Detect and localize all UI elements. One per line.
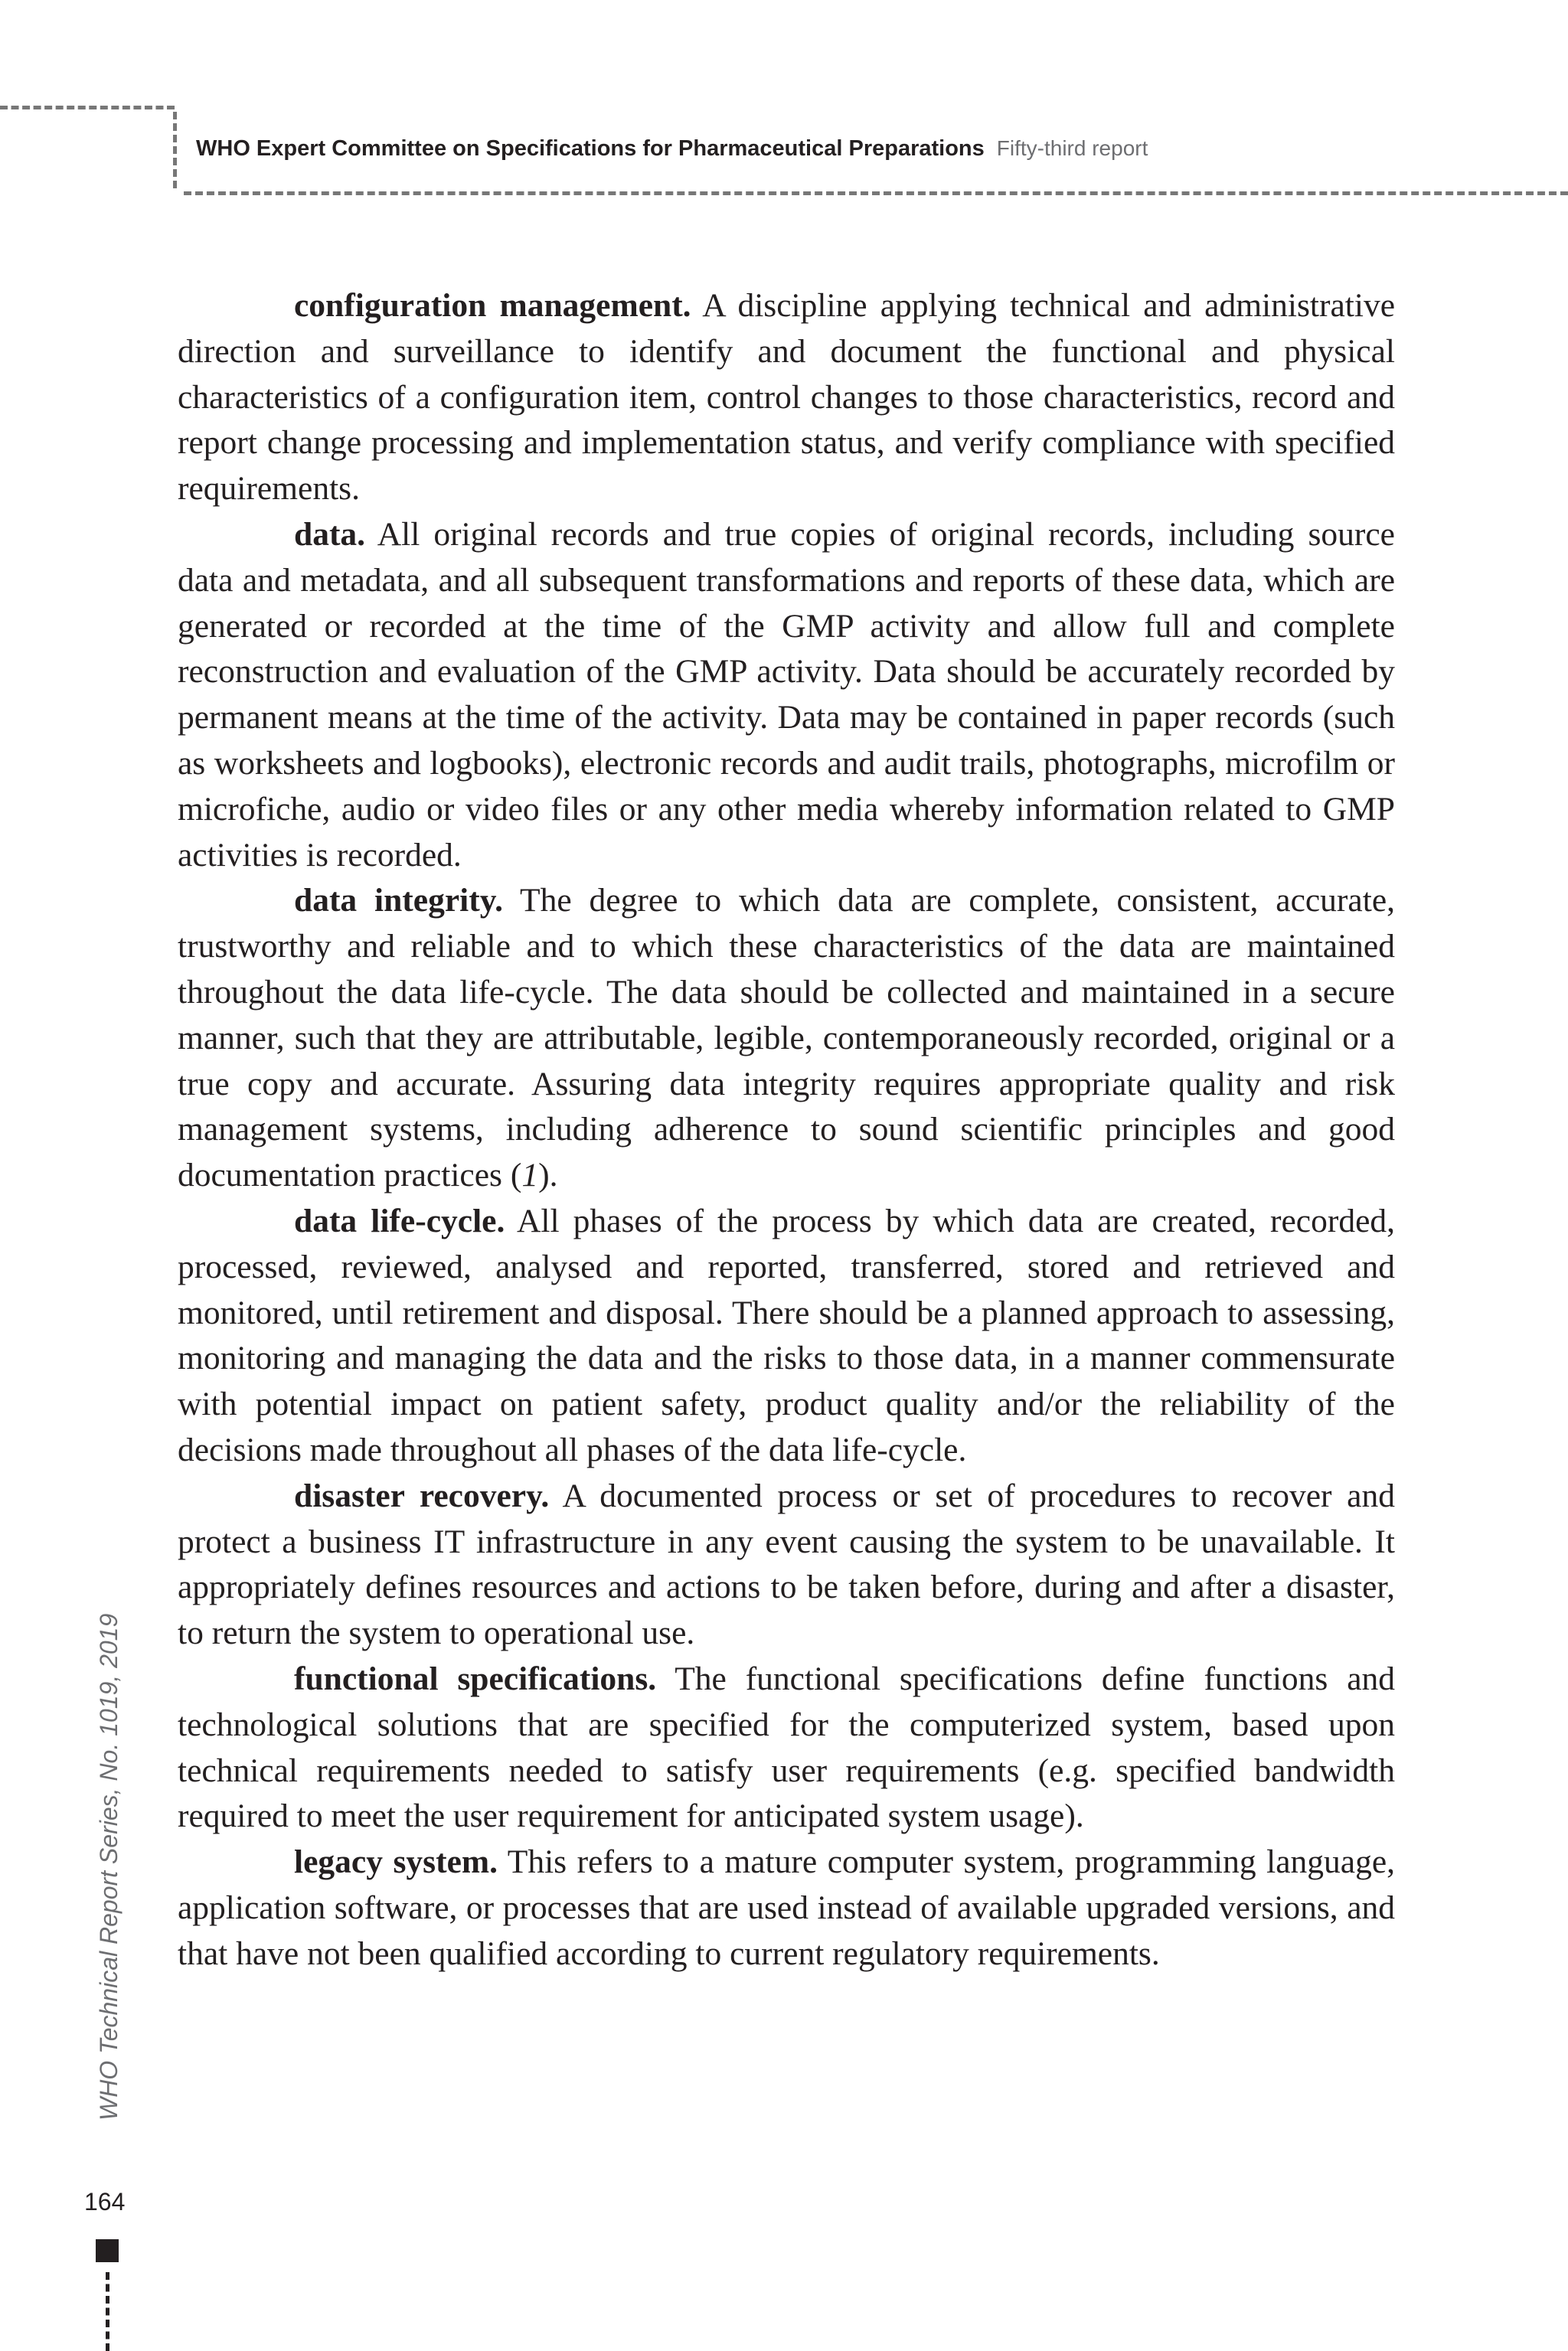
header-rule-top bbox=[0, 106, 175, 109]
page-marker-rule bbox=[106, 2272, 109, 2351]
glossary bbox=[178, 283, 1395, 1977]
header-report: Fifty-third report bbox=[996, 136, 1148, 160]
glossary-term: configuration management. bbox=[294, 287, 691, 324]
glossary-term: disaster recovery. bbox=[294, 1477, 550, 1514]
glossary-definition: A discipline applying technical and administrative direction and surveillance to identify and document the functional and physical characteristics of a configuration item, control changes to those characteristics, record and report change processing and implementation status, and verify compliance with specified requirements. bbox=[178, 287, 1396, 508]
glossary-definition: All phases of the process by which data are created, recorded, processed, reviewed, analysed and reported, transferred, stored and retrieved and monitored, until retirement and disposal. There should be a planned approach to assessing, monitoring and managing the data and the risks to those data, in a manner commensurate with potential impact on patient safety, product quality and/or the reliability of the decisions made throughout all phases of the data life-cycle. bbox=[178, 1202, 1395, 1468]
glossary-term: data life-cycle. bbox=[294, 1202, 505, 1239]
page-number: 164 bbox=[84, 2188, 126, 2215]
glossary-term: data integrity. bbox=[294, 882, 503, 919]
header-rule-bottom bbox=[184, 191, 1568, 195]
series-title: WHO Technical Report Series, No. 1019, 2019 bbox=[95, 1613, 122, 2121]
glossary-entry bbox=[178, 1199, 1395, 1474]
glossary-definition: A documented process or set of procedures to recover and protect a business IT infrastructure in any event causing the system to be unavailable. It appropriately defines resources and actions to be taken before, during and after a disaster, to return the system to operational use. bbox=[178, 1477, 1395, 1652]
glossary-entry bbox=[178, 1840, 1395, 1977]
header-committee: WHO Expert Committee on Specifications for Pharmaceutical Preparations bbox=[196, 136, 985, 161]
glossary-definition: This refers to a mature computer system, programming language, application software, or processes that are used instead of available upgraded versions, and that have not been qualified according to current regulatory requirements. bbox=[178, 1843, 1395, 1972]
glossary-definition: All original records and true copies of original records, including source data and metadata, and all subsequent transformations and reports of these data, which are generated or recorded at the time of the GMP activity and allow full and complete reconstruction and evaluation of the GMP activity. Data should be accurately recorded by permanent means at the time of the activity. Data may be contained in paper records (such as worksheets and logbooks), electronic records and audit trails, photographs, microfilm or microfiche, audio or video files or any other media whereby information related to GMP activities is recorded. bbox=[178, 515, 1395, 873]
glossary-term: data. bbox=[294, 515, 366, 553]
reference-number: 1 bbox=[521, 1157, 539, 1194]
glossary-entry bbox=[178, 1474, 1395, 1657]
glossary-definition: The degree to which data are complete, consistent, accurate, trustworthy and reliable and to which these characteristics of the data are maintained throughout the data life-cycle. The data should be collected and maintained in a secure manner, such that they are attributable, legible, contemporaneously recorded, original or a true copy and accurate. Assuring data integrity requires appropriate quality and risk management systems, including adherence to sound scientific principles and good documentation practices ( bbox=[178, 882, 1395, 1194]
glossary-entry bbox=[178, 512, 1395, 878]
glossary-term: functional specifications. bbox=[294, 1660, 657, 1697]
glossary-definition-end: ). bbox=[538, 1157, 558, 1194]
header-rule-vertical bbox=[173, 112, 177, 188]
page-marker bbox=[96, 2239, 119, 2262]
running-header bbox=[196, 136, 1148, 162]
glossary-entry bbox=[178, 878, 1395, 1199]
glossary-entry bbox=[178, 283, 1395, 512]
glossary-entry bbox=[178, 1657, 1395, 1840]
glossary-definition: The functional specifications define functions and technological solutions that are specified for the computerized system, based upon technical requirements needed to satisfy user requirements (e.g. specified bandwidth required to meet the user requirement for anticipated system usage). bbox=[178, 1660, 1395, 1835]
glossary-term: legacy system. bbox=[294, 1843, 498, 1881]
